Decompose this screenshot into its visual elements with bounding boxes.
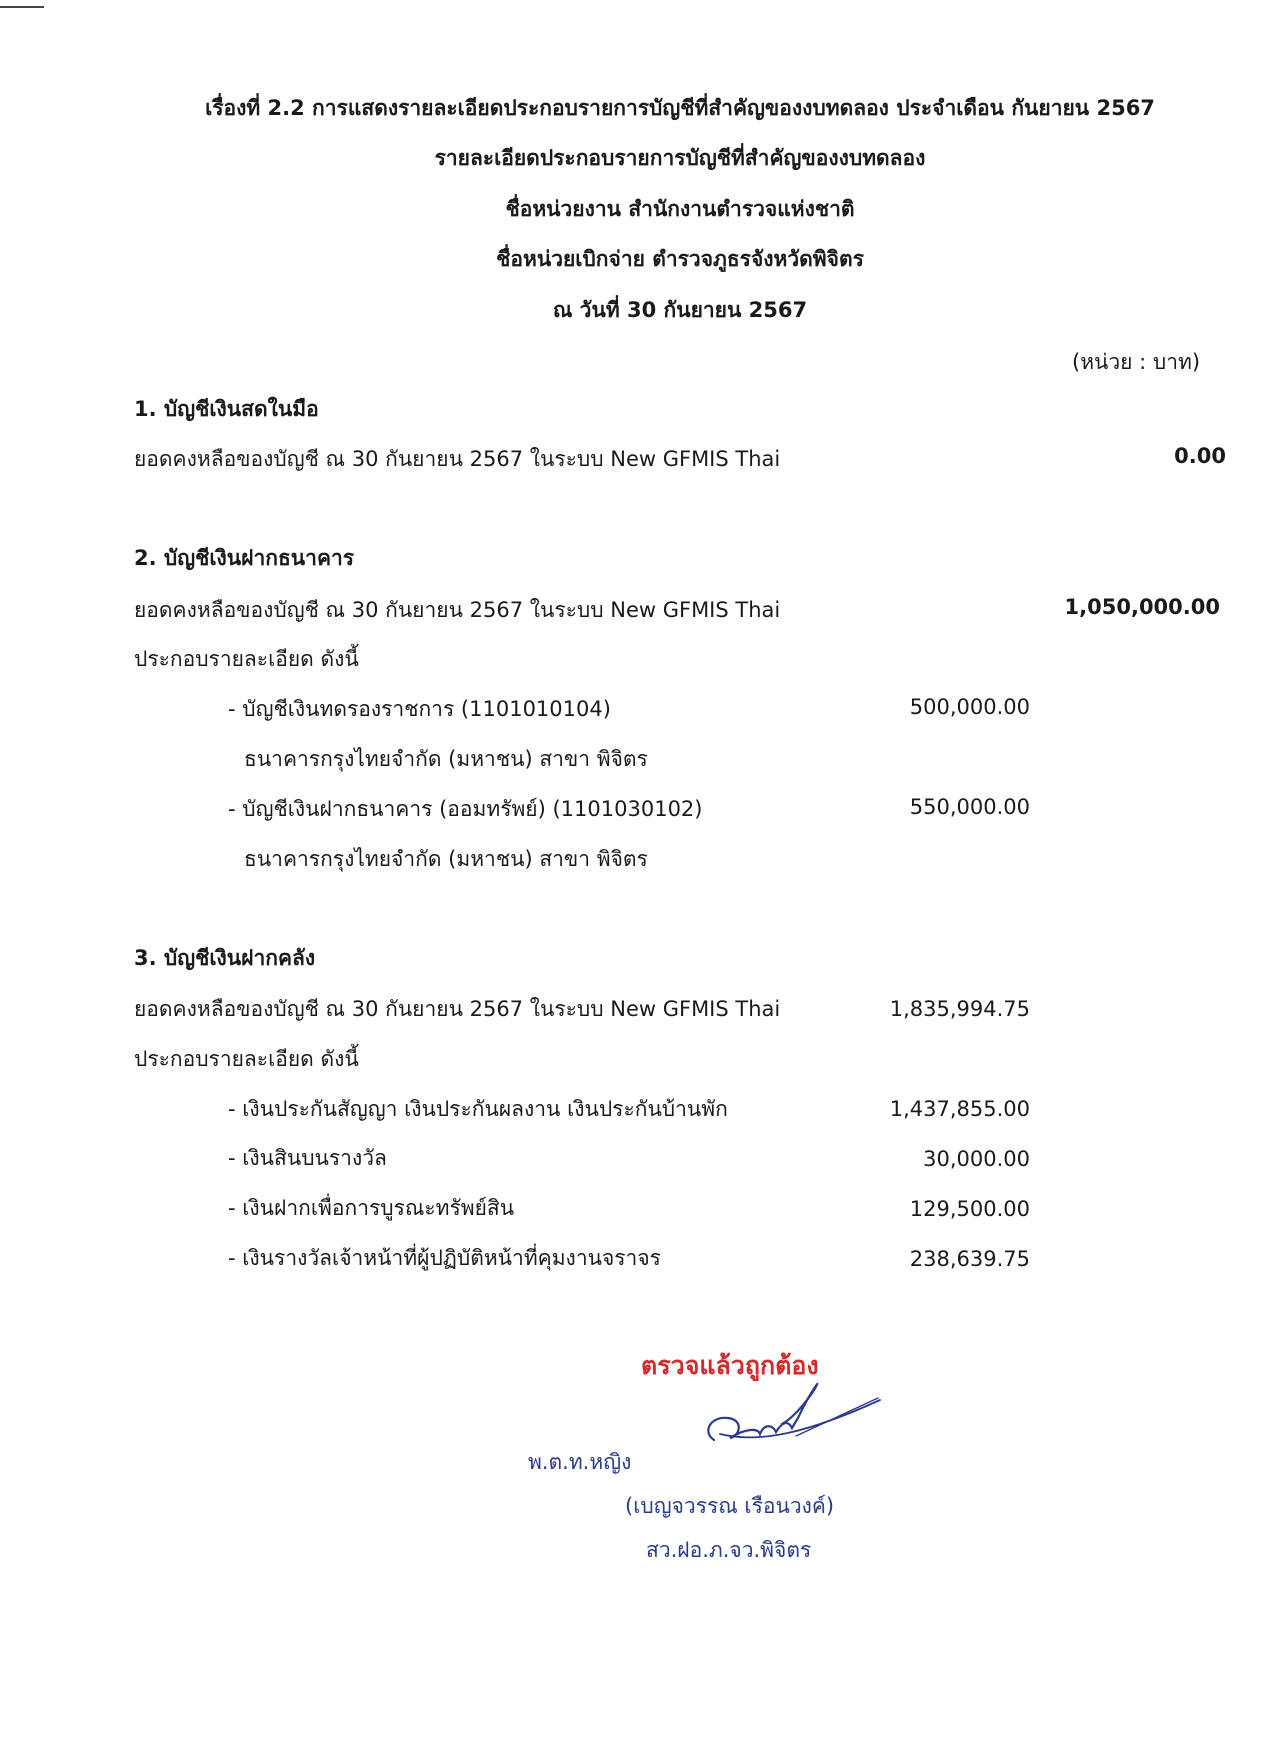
section2-item-label: - บัญชีเงินทดรองราชการ (1101010104) (228, 697, 611, 721)
section3-item-value: 1,437,855.00 (889, 1097, 1030, 1121)
disbursing-unit: ชื่อหน่วยเบิกจ่าย ตำรวจภูธรจังหวัดพิจิตร (496, 247, 864, 271)
section1-balance-value: 0.00 (1174, 444, 1226, 468)
section2-detail-label: ประกอบรายละเอียด ดังนี้ (134, 647, 359, 671)
document-title: เรื่องที่ 2.2 การแสดงรายละเอียดประกอบรายการบัญชีที่สำคัญของงบทดลอง ประจำเดือน กันยายน 2567 (205, 96, 1155, 120)
section3-balance-label: ยอดคงหลือของบัญชี ณ 30 กันยายน 2567 ในระบบ New GFMIS Thai (134, 997, 781, 1021)
section3-detail-label: ประกอบรายละเอียด ดังนี้ (134, 1047, 359, 1071)
signer-name: (เบญจวรรณ เรือนวงค์) (625, 1494, 835, 1518)
section3-title: 3. บัญชีเงินฝากคลัง (134, 946, 316, 970)
section3-balance-value: 1,835,994.75 (889, 997, 1030, 1021)
scan-edge-mark (0, 6, 44, 8)
section3-item-label: - เงินสินบนรางวัล (228, 1146, 387, 1170)
section1-balance-label: ยอดคงหลือของบัญชี ณ 30 กันยายน 2567 ในระบบ New GFMIS Thai (134, 447, 781, 471)
unit-label: (หน่วย : บาท) (1072, 350, 1201, 374)
signer-rank: พ.ต.ท.หญิง (528, 1450, 632, 1474)
document-subtitle: รายละเอียดประกอบรายการบัญชีที่สำคัญของงบทดลอง (434, 146, 926, 170)
section3-item-label: - เงินประกันสัญญา เงินประกันผลงาน เงินประกันบ้านพัก (228, 1097, 728, 1121)
section2-item-value: 550,000.00 (909, 795, 1030, 819)
section2-balance-value: 1,050,000.00 (1064, 595, 1220, 619)
section3-item-value: 129,500.00 (909, 1197, 1030, 1221)
section2-item-value: 500,000.00 (909, 695, 1030, 719)
section2-item-label: - บัญชีเงินฝากธนาคาร (ออมทรัพย์) (1101030102) (228, 797, 703, 821)
signer-position: สว.ฝอ.ภ.จว.พิจิตร (646, 1538, 812, 1562)
section3-item-value: 30,000.00 (923, 1147, 1030, 1171)
signature (700, 1372, 890, 1462)
as-of-date: ณ วันที่ 30 กันยายน 2567 (552, 298, 808, 322)
verified-stamp: ตรวจแล้วถูกต้อง (641, 1351, 819, 1380)
agency-name: ชื่อหน่วยงาน สำนักงานตำรวจแห่งชาติ (505, 197, 855, 221)
section3-item-label: - เงินฝากเพื่อการบูรณะทรัพย์สิน (228, 1196, 515, 1220)
section2-item-bank: ธนาคารกรุงไทยจำกัด (มหาชน) สาขา พิจิตร (244, 847, 648, 871)
section3-item-label: - เงินรางวัลเจ้าหน้าที่ผู้ปฏิบัติหน้าที่คุมงานจราจร (228, 1246, 661, 1270)
section2-title: 2. บัญชีเงินฝากธนาคาร (134, 546, 355, 570)
section2-balance-label: ยอดคงหลือของบัญชี ณ 30 กันยายน 2567 ในระบบ New GFMIS Thai (134, 598, 781, 622)
section1-title: 1. บัญชีเงินสดในมือ (134, 397, 319, 421)
section2-item-bank: ธนาคารกรุงไทยจำกัด (มหาชน) สาขา พิจิตร (244, 747, 648, 771)
section3-item-value: 238,639.75 (909, 1247, 1030, 1271)
